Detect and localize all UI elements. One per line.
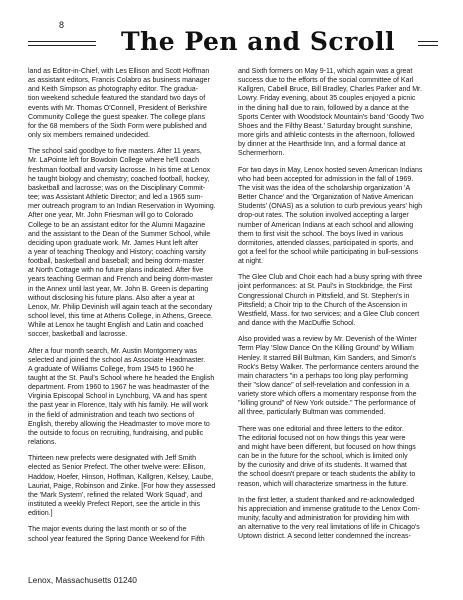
page-footer: Lenox, Massachusetts 01240 [28,575,137,585]
paragraph: For two days in May, Lenox hosted seven American Indians who had been accepted for admission in the fall of 1969. The visit was the idea of the scholarship organization 'A Better Chance' and the 'Organization of Native American Students' (ONAS) as a solution to curb previous years' high drop-out rates. The solution involved accepting a larger number of American Indians at each school and allowing them to first visit the school. The boys lived in various dormitories, attended classes, participated in sports, and got a feel for the school while participating in bull-sessions at night. [238,166,423,266]
paragraph: In the first letter, a student thanked and re-acknowledged his appreciation and immense gratitude to the Lenox Com- munity, faculty and administration for providing him with an alternative to the very real limitations of life in Chicago's Uptown district. A second letter condemned the increas- [238,496,420,541]
header-rule [418,45,438,46]
page-number: 8 [59,20,65,30]
paragraph: land as Editor-in-Chief, with Les Ellison and Scott Hoffman as assistant editors, Francis Colabro as business manager and Keith Simpson as photography editor. The gradua- tion weekend schedule featured the standard two days of events with Mr. Thomas O'Connell, President of Berkshire Community College the guest speaker. The college plans for the 68 members of the Sixth Form were published and only six members remained undecided. [28,68,210,140]
paragraph: Thirteen new prefects were designated with Jeff Smith elected as Senior Prefect. The other twelve were: Ellison, Haddow, Hoefer, Hinson, Hoffman, Kallgren, Kelsey, Laube, Lauriat, Paige, Robinson and Zinke. [For how they assessed the 'Mark System', refined the related 'Work Squad', and instituted a weekly Prefect Report, see the article in this edition.] [28,455,216,518]
paragraph: The school said goodbye to five masters. After 11 years, Mr. LaPointe left for Bowdoin College where he'll coach freshman football and varsity lacrosse. In his time at Lenox he taught biology and chemistry; coached football, hockey, basketball and lacrosse; was on the Disciplinary Commit- tee; was Assistant Athletic Director; and led a 1965 sum- mer outreach program to an Indian Reservation in Wyoming. After one year, Mr. John Friesman will go to Colorado College to be an assistant editor for the Alumni Magazine and the assistant to the Dean of the Summer School, while deciding upon graduate work. Mr. James Hunt left after a year of teaching Theology and History; coaching varsity football, basketball and baseball; and being dorm-master at North Cottage with no future plans indicated. After five years teaching German and French and being dorm-master in the Annex until last year, Mr. John B. Green is departing without disclosing his future plans. Also after a year at Lenox, Mr. Philip Devinish will again teach at the secondary school level, this time at Athens College, in Athens, Greece. While at Lenox he taught English and Latin and coached soccer, basketball and lacrosse. [28,148,216,339]
header-rule [418,41,438,42]
header-rule [28,45,96,46]
paragraph: The major events during the last month or so of the school year featured the Spring Dance Weekend for Fifth [28,526,205,543]
paragraph: There was one editorial and three letters to the editor. The editorial focused not on how things this year were and might have been different, but focused on how things can be in the future for the school, which is limited only by the curiosity and drive of its students. It warned that the school doesn't prepare or teach students the ability to reason, which will characterize smartness in the future. [238,425,416,488]
left-column [28,67,228,551]
page-header [28,20,438,56]
right-column [238,67,438,549]
masthead-title: The Pen and Scroll [121,26,395,56]
article-body [28,67,438,577]
header-rule [28,41,96,42]
paragraph: Also provided was a review by Mr. Devenish of the Winter Term Play 'Slow Dance On the Killing Ground' by William Henley. It starred Bill Bultman, Kim Sanders, and Simon's Rock's Betsy Walker. The performance centers around the main characters "in a perhaps too long play performing their "slow dance" of self-revelation and confession in a variety store which offers a momentary response from the "killing ground" of New York outside." The performance of all three, particularly Bultman was commended. [238,336,419,417]
paragraph: and Sixth formers on May 9-11, which again was a great success due to the efforts of the social committee of Karl Kallgren, Cabell Bruce, Bill Bradley, Charles Parker and Mr. Lowry. Friday evening, about 35 couples enjoyed a picnic in the dining hall due to rain, followed by a dance at the Sports Center with Woodstock Mountain's band 'Goody Two Shoes and the Filthy Beast.' Saturday brought sunshine, more girls and athletic contests in the afternoon, followed by dinner at the Hearthside Inn, and a formal dance at Schermerhorn. [238,68,424,158]
masthead [98,24,418,58]
paragraph: After a four month search, Mr. Austin Montgomery was selected and joined the school as Associate Headmaster. A graduate of Williams College, from 1945 to 1960 he taught at the St. Paul's School where he headed the English department. From 1960 to 1967 he was headmaster of the Virginia Episcopal School in Lynchburg, VA and has spent the past year in Florence, Italy with his family. He will work in the field of administration and teach two sections of English, thereby allowing the Headmaster to move more to the outside to focus on recruiting, fundraising, and public relations. [28,347,215,447]
paragraph: The Glee Club and Choir each had a busy spring with three joint performances: at St. Paul's in Stockbridge, the First Congressional Church in Pittsfield, and St. Stephen's in Pittsfield; a Choir trip to the Church of the Ascension in Westfield, Mass. for two services; and a Glee Club concert and dance with the MacDuffie School. [238,274,423,328]
